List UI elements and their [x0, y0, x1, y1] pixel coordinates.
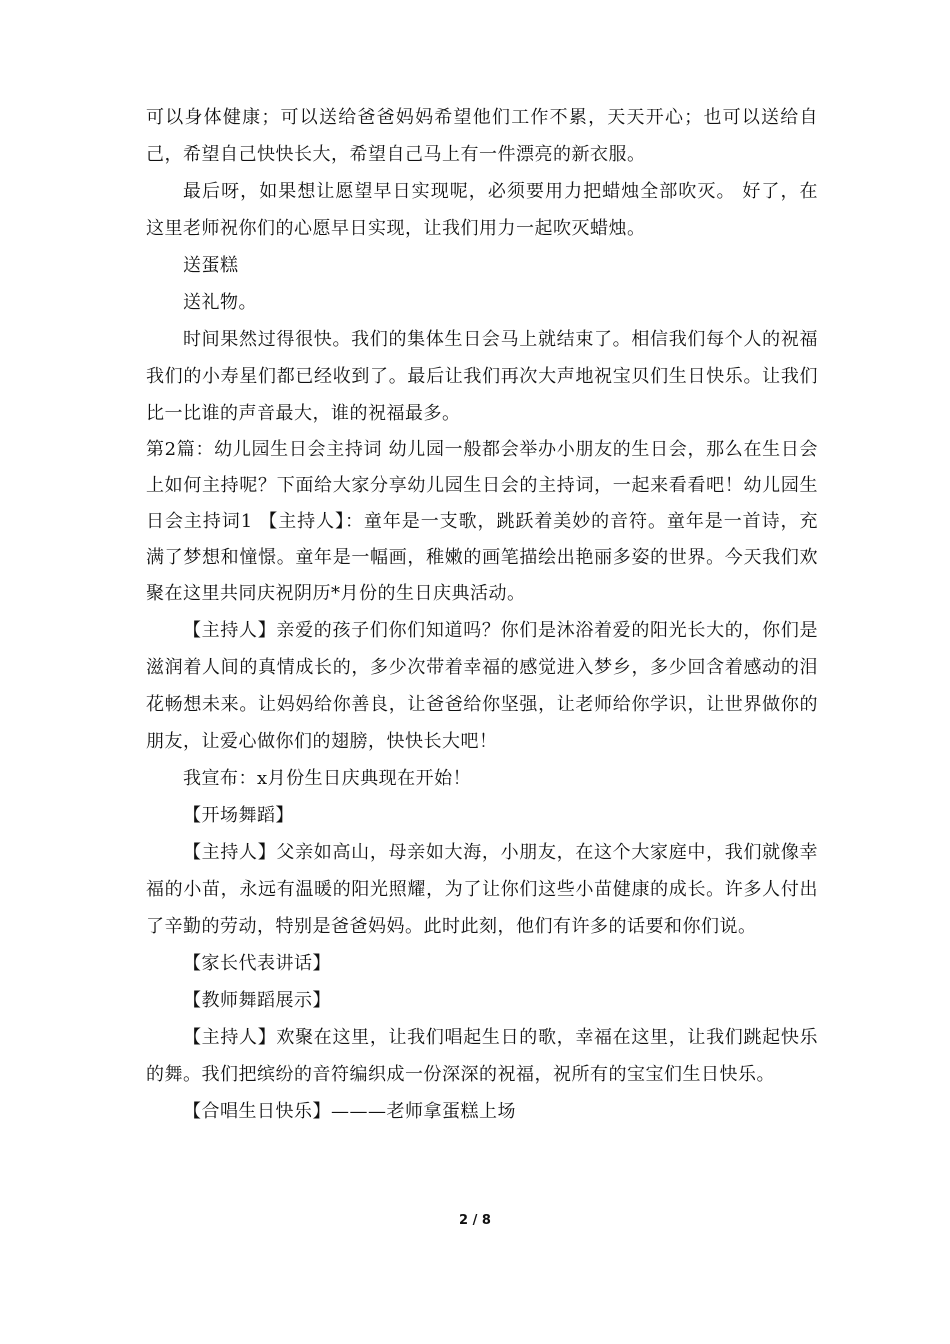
document-body — [146, 99, 818, 1130]
paragraph-14: 【合唱生日快乐】———老师拿蛋糕上场 — [183, 1101, 516, 1122]
paragraph-1: 可以身体健康；可以送给爸爸妈妈希望他们工作不累，天天开心；也可以送给自己，希望自己快快长大，希望自己马上有一件漂亮的新衣服。 — [146, 107, 818, 165]
paragraph-9: 【开场舞蹈】 — [183, 805, 294, 826]
paragraph-12: 【教师舞蹈展示】 — [183, 990, 331, 1011]
paragraph-8: 我宣布：x月份生日庆典现在开始！ — [183, 768, 472, 789]
paragraph-7: 【主持人】亲爱的孩子们你们知道吗？你们是沐浴着爱的阳光长大的，你们是滋润着人间的真情成长的，多少次带着幸福的感觉进入梦乡，多少回含着感动的泪花畅想未来。让妈妈给你善良，让爸爸给你坚强，让老师给你学识，让世界做你的朋友，让爱心做你们的翅膀，快快长大吧！ — [146, 620, 818, 752]
paragraph-6: 第2篇：幼儿园生日会主持词 幼儿园一般都会举办小朋友的生日会，那么在生日会上如何主持呢？下面给大家分享幼儿园生日会的主持词，一起来看看吧！幼儿园生日会主持词1 【主持人】：童年是一支歌，跳跃着美妙的音符。童年是一首诗，充满了梦想和憧憬。童年是一幅画，稚嫩的画笔描绘出艳丽多姿的世界。今天我们欢聚在这里共同庆祝阴历*月份的生日庆典活动。 — [146, 439, 818, 604]
paragraph-11: 【家长代表讲话】 — [183, 953, 331, 974]
paragraph-5: 时间果然过得很快。我们的集体生日会马上就结束了。相信我们每个人的祝福我们的小寿星们都已经收到了。最后让我们再次大声地祝宝贝们生日快乐。让我们比一比谁的声音最大，谁的祝福最多。 — [146, 329, 818, 424]
paragraph-2: 最后呀，如果想让愿望早日实现呢，必须要用力把蜡烛全部吹灭。 好了，在这里老师祝你们的心愿早日实现，让我们用力一起吹灭蜡烛。 — [146, 181, 818, 239]
paragraph-13: 【主持人】欢聚在这里，让我们唱起生日的歌，幸福在这里，让我们跳起快乐的舞。我们把缤纷的音符编织成一份深深的祝福，祝所有的宝宝们生日快乐。 — [146, 1027, 818, 1085]
paragraph-10: 【主持人】父亲如高山，母亲如大海，小朋友，在这个大家庭中，我们就像幸福的小苗，永远有温暖的阳光照耀，为了让你们这些小苗健康的成长。许多人付出了辛勤的劳动，特别是爸爸妈妈。此时此刻，他们有许多的话要和你们说。 — [146, 842, 818, 937]
paragraph-4: 送礼物。 — [183, 292, 257, 313]
page-number: 2 / 8 — [459, 1213, 491, 1228]
paragraph-3: 送蛋糕 — [183, 255, 239, 276]
